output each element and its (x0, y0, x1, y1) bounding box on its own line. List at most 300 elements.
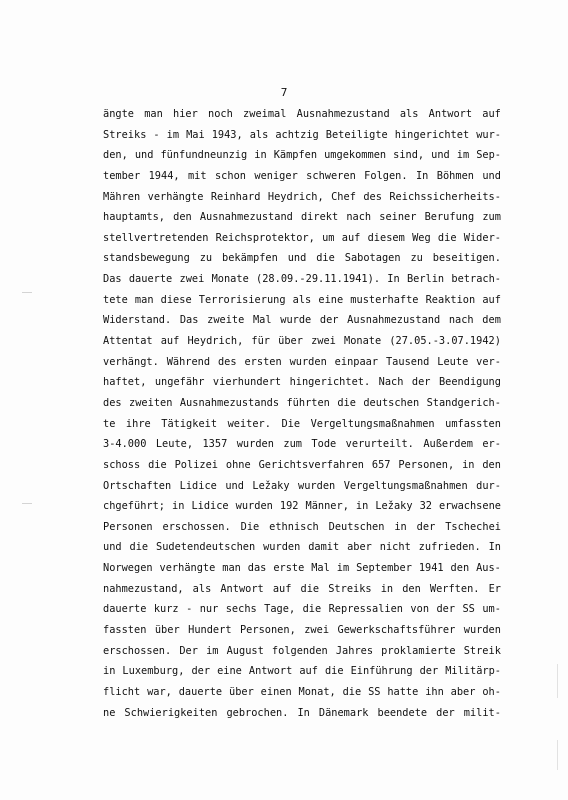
word: Sudetendeutschen (156, 541, 256, 554)
word: Tschechei (445, 520, 501, 533)
word: man (144, 108, 163, 120)
word: ohne (225, 458, 251, 471)
word: Gewerkschaftsführer (337, 624, 456, 637)
word: die (342, 685, 362, 698)
word: des (363, 190, 382, 203)
word: die (324, 665, 344, 678)
scan-mark (22, 292, 32, 293)
text-line (103, 476, 501, 497)
word: aber (450, 685, 476, 698)
text-line (103, 661, 501, 682)
word: ne (103, 706, 116, 719)
word: Außerdem (423, 438, 473, 451)
word: man (134, 293, 154, 306)
word: zum (283, 438, 302, 451)
text-line (103, 290, 501, 311)
word: Vergeltungsmaßnahmen (310, 417, 435, 430)
word: Leute (437, 355, 469, 368)
word: Folgen. (364, 169, 408, 182)
word: Böhmen (436, 169, 474, 182)
word: Attentat (103, 335, 153, 348)
word: Tätigkeit (161, 417, 218, 430)
word: in (462, 458, 475, 471)
word: über (278, 335, 303, 348)
word: auf (272, 582, 292, 595)
word: beendete (377, 706, 428, 719)
word: vierhundert (212, 376, 282, 389)
word: Kämpfen (273, 149, 318, 162)
word: den (173, 211, 192, 224)
word: auf (482, 293, 501, 306)
word: die (437, 231, 457, 244)
word: ver- (476, 355, 501, 368)
word: - (186, 603, 193, 616)
word: Heydrich, (267, 190, 324, 203)
word: in (172, 500, 185, 513)
word: September (356, 562, 412, 575)
word: er- (482, 438, 501, 451)
word: Antwort (248, 665, 293, 678)
text-line (103, 496, 501, 517)
word: auf (482, 108, 501, 120)
text-line (103, 641, 501, 662)
word: Personen (103, 520, 153, 533)
word: verhängte (159, 562, 216, 575)
text-line (103, 703, 501, 724)
word: chgeführt; (103, 500, 165, 513)
word: zufrieden. (418, 541, 481, 554)
word: deutschen (363, 396, 420, 409)
word: ängte (103, 108, 134, 120)
word: ethnisch (269, 520, 319, 533)
word: war, (147, 685, 172, 698)
word: Während (166, 355, 211, 368)
word: wurden (298, 479, 336, 492)
word: Hundert (188, 624, 232, 637)
word: zwei (311, 335, 336, 348)
word: mit (187, 169, 207, 182)
word: Berufung (424, 211, 475, 224)
word: Ausnahmezustands (179, 396, 280, 409)
word: verhängte (147, 190, 204, 203)
word: in (394, 520, 407, 533)
word: weniger (254, 169, 298, 182)
word: eine (318, 293, 344, 306)
word: Monat, (298, 685, 336, 698)
word: Der (179, 644, 198, 657)
word: wurden (463, 624, 501, 637)
word: kurz (153, 603, 179, 616)
word: ihre (125, 417, 151, 430)
word: erschossen. (162, 520, 231, 533)
word: Antwort (428, 108, 473, 120)
word: im (456, 149, 470, 162)
word: Antwort (220, 582, 264, 595)
word: zwei (179, 273, 205, 286)
word: Ausnahmezustand (199, 211, 293, 224)
word: sind, (393, 149, 425, 162)
word: führten (286, 396, 330, 409)
text-line (103, 414, 501, 435)
word: ihn (425, 685, 444, 698)
word: Die (240, 520, 260, 533)
word: standsbewegung (103, 252, 190, 265)
body-text (103, 104, 501, 723)
word: und (225, 479, 244, 492)
text-line (103, 145, 501, 166)
word: 1941 (418, 562, 444, 575)
word: folgenden (271, 644, 328, 657)
text-line (103, 248, 501, 269)
word: Lidice (179, 479, 217, 492)
scan-edge-mark (557, 664, 558, 698)
word: der (319, 314, 339, 327)
word: Monate (211, 273, 249, 286)
word: von (410, 603, 430, 616)
word: SS (462, 603, 475, 616)
word: zum (482, 211, 501, 224)
word: Streiks (328, 582, 372, 595)
word: Deutschen (328, 520, 385, 533)
word: zu (410, 252, 423, 265)
word: Luxemburg, (122, 665, 185, 678)
word: Männer, (305, 500, 349, 513)
word: die (316, 252, 335, 265)
word: zweite (207, 314, 245, 327)
word: der (411, 376, 431, 389)
word: auf (341, 231, 361, 244)
word: nahmezustand, (103, 582, 184, 595)
word: hier (173, 108, 198, 120)
word: der (436, 603, 456, 616)
text-line (103, 372, 501, 393)
word: weiter. (227, 417, 271, 430)
word: Werften. (429, 582, 480, 595)
word: den (402, 582, 421, 595)
text-line (103, 455, 501, 476)
text-line (103, 682, 501, 703)
word: Lidice (191, 500, 229, 513)
word: direkt (300, 211, 339, 224)
word: Mähren (103, 190, 141, 203)
word: SS (368, 685, 381, 698)
word: als (192, 582, 212, 595)
word: hingerichtet (394, 128, 470, 141)
word: umfassten (445, 417, 501, 430)
word: Nach (378, 376, 404, 389)
word: Ortschaften (103, 479, 172, 492)
word: den (482, 458, 501, 471)
word: in (355, 500, 369, 513)
word: Ausnahmezustand (347, 314, 441, 327)
word: die (337, 396, 356, 409)
text-line (103, 352, 501, 373)
word: In (297, 706, 310, 719)
word: Vergeltungsmaßnahmen (343, 479, 468, 492)
text-line (103, 269, 501, 290)
word: fassten (103, 624, 147, 637)
word: Das (179, 314, 199, 327)
word: in (254, 149, 267, 162)
word: und (482, 169, 501, 182)
word: Sabotagen (344, 252, 401, 265)
word: Die (281, 417, 301, 430)
word: bekämpfen (222, 252, 278, 265)
word: auf (299, 665, 318, 678)
word: Standgerich- (426, 396, 501, 409)
word: im (206, 644, 219, 657)
scan-edge-mark (557, 740, 558, 770)
page-number: 7 (280, 86, 288, 99)
word: erste (273, 562, 305, 575)
word: Leute, (155, 438, 194, 451)
word: aber (347, 541, 372, 554)
word: Norwegen (103, 562, 153, 575)
word: zweimal (243, 108, 287, 120)
text-line (103, 331, 501, 352)
word: oh- (482, 685, 501, 698)
word: - (153, 128, 160, 141)
word: Mal (311, 562, 330, 575)
word: August (226, 644, 264, 657)
word: diese (160, 293, 192, 306)
word: Chef (331, 190, 356, 203)
word: die (129, 541, 149, 554)
word: die (302, 603, 322, 616)
word: Tage, (264, 603, 296, 616)
word: Ležaky (375, 500, 413, 513)
word: für (251, 335, 270, 348)
word: 1944, (148, 169, 180, 182)
word: des (103, 396, 122, 409)
word: über (154, 624, 180, 637)
text-line (103, 558, 501, 579)
word: noch (208, 108, 233, 120)
text-line (103, 166, 501, 187)
word: Personen, (239, 624, 296, 637)
word: der (419, 665, 439, 678)
word: als (249, 128, 269, 141)
word: Reichsprotektor, (215, 231, 315, 244)
word: Terrorisierung (198, 293, 286, 306)
word: dauerte (178, 685, 223, 698)
word: 192 (279, 500, 299, 513)
word: dauerte (103, 603, 147, 616)
word: 657 (371, 458, 391, 471)
word: fünfundneunzig (160, 149, 248, 162)
word: 3-4.000 (103, 438, 147, 451)
word: nach (448, 314, 474, 327)
word: man (222, 562, 241, 575)
word: einpaar (334, 355, 379, 368)
word: damit (308, 541, 340, 554)
word: schon (214, 169, 246, 182)
word: seiner (379, 211, 417, 224)
word: hauptamts, (103, 211, 165, 224)
word: verhängt. (103, 355, 159, 368)
word: die (148, 458, 167, 471)
word: des (217, 355, 237, 368)
word: nach (346, 211, 372, 224)
word: dem (482, 314, 501, 327)
word: in (103, 665, 116, 678)
word: musterhafte (350, 293, 419, 306)
word: Streik (463, 644, 501, 657)
text-line (103, 537, 501, 558)
word: achtzig (275, 128, 319, 141)
word: Widerstand. (103, 314, 172, 327)
word: zwei (304, 624, 330, 637)
text-line (103, 393, 501, 414)
word: Aus- (476, 562, 501, 575)
word: und (134, 149, 154, 162)
word: Das (103, 273, 122, 286)
word: Militärp- (445, 665, 501, 678)
scan-mark (22, 503, 32, 504)
word: wurden (236, 438, 274, 451)
word: auf (160, 335, 180, 348)
word: nicht (379, 541, 411, 554)
text-line (103, 187, 501, 208)
word: Ausnahmezustand (296, 108, 390, 120)
word: Tode (311, 438, 337, 451)
word: tember (103, 169, 141, 182)
word: um (322, 231, 335, 244)
word: Polizei (174, 458, 218, 471)
word: ungefähr (154, 376, 205, 389)
text-line (103, 125, 501, 146)
text-line (103, 620, 501, 641)
text-line (103, 599, 501, 620)
word: Beteiligte (325, 128, 388, 141)
word: Berlin (406, 273, 445, 286)
word: umgekommen (324, 149, 387, 162)
word: als (399, 108, 419, 120)
word: In (387, 273, 400, 286)
word: der (191, 665, 211, 678)
word: einen (260, 685, 292, 698)
word: nur (199, 603, 219, 616)
word: als (292, 293, 312, 306)
word: Repressalien (328, 603, 403, 616)
word: Er (488, 582, 501, 595)
word: eine (217, 665, 242, 678)
word: ersten (244, 355, 282, 368)
word: Jahres (335, 644, 374, 657)
word: te (103, 417, 116, 430)
word: dur- (476, 479, 501, 492)
word: diesem (367, 231, 405, 244)
word: proklamierte (381, 644, 456, 657)
word: 1943, (211, 128, 243, 141)
word: In (488, 541, 501, 554)
word: Mai (186, 128, 205, 141)
word: Gerichtsverfahren (258, 458, 364, 471)
word: 32 (419, 500, 432, 513)
word: wurden (263, 541, 301, 554)
word: Heydrich, (187, 335, 244, 348)
word: zu (199, 252, 213, 265)
word: den (450, 562, 470, 575)
word: milit- (463, 706, 501, 719)
word: stellvertretenden (103, 231, 209, 244)
word: schoss (103, 458, 141, 471)
word: über (229, 685, 254, 698)
word: schweren (306, 169, 356, 182)
word: der (436, 706, 455, 719)
word: Dänemark (318, 706, 369, 719)
word: die (300, 582, 320, 595)
word: das (247, 562, 267, 575)
word: Reinhard (210, 190, 261, 203)
word: dauerte (128, 273, 173, 286)
word: im (166, 128, 180, 141)
word: und (103, 541, 122, 554)
word: tete (103, 293, 128, 306)
word: und (431, 149, 450, 162)
word: Reaktion (425, 293, 476, 306)
word: Streiks (103, 128, 147, 141)
word: Reichssicherheits- (389, 190, 501, 203)
word: In (415, 169, 429, 182)
word: Ležaky (252, 479, 290, 492)
word: in (380, 582, 394, 595)
word: Monate (344, 335, 382, 348)
word: flicht (103, 685, 141, 698)
word: wurden (235, 500, 273, 513)
word: Weg (412, 231, 431, 244)
text-line (103, 434, 501, 455)
word: Schwierigkeiten (124, 706, 218, 719)
word: beseitigen. (432, 252, 501, 265)
word: hingerichtet. (289, 376, 371, 389)
word: Mal (252, 314, 272, 327)
word: gebrochen. (226, 706, 289, 719)
word: um- (482, 603, 501, 616)
text-line (103, 517, 501, 538)
word: erwachsene (438, 500, 501, 513)
word: wur- (476, 128, 501, 141)
word: zweiten (129, 396, 173, 409)
text-line (103, 104, 501, 125)
text-line (103, 228, 501, 249)
word: den, (103, 149, 128, 162)
word: haftet, (103, 376, 147, 389)
word: erschossen. (103, 644, 172, 657)
word: (28.09.-29.11.1941). (256, 273, 381, 286)
word: 1357 (202, 438, 228, 451)
word: Personen, (398, 458, 455, 471)
word: (27.05.-3.07.1942) (389, 335, 501, 348)
word: Wider- (463, 231, 501, 244)
text-line (103, 310, 501, 331)
word: verurteilt. (345, 438, 414, 451)
word: Beendigung (438, 376, 501, 389)
word: betrach- (451, 273, 501, 286)
word: und (287, 252, 307, 265)
word: sechs (225, 603, 257, 616)
word: hatte (387, 685, 419, 698)
word: der (416, 520, 436, 533)
word: im (336, 562, 350, 575)
word: Sep- (476, 149, 501, 162)
text-line (103, 579, 501, 600)
word: Einführung (350, 665, 413, 678)
text-line (103, 207, 501, 228)
word: wurden (289, 355, 327, 368)
word: Tausend (385, 355, 430, 368)
word: wurde (280, 314, 312, 327)
